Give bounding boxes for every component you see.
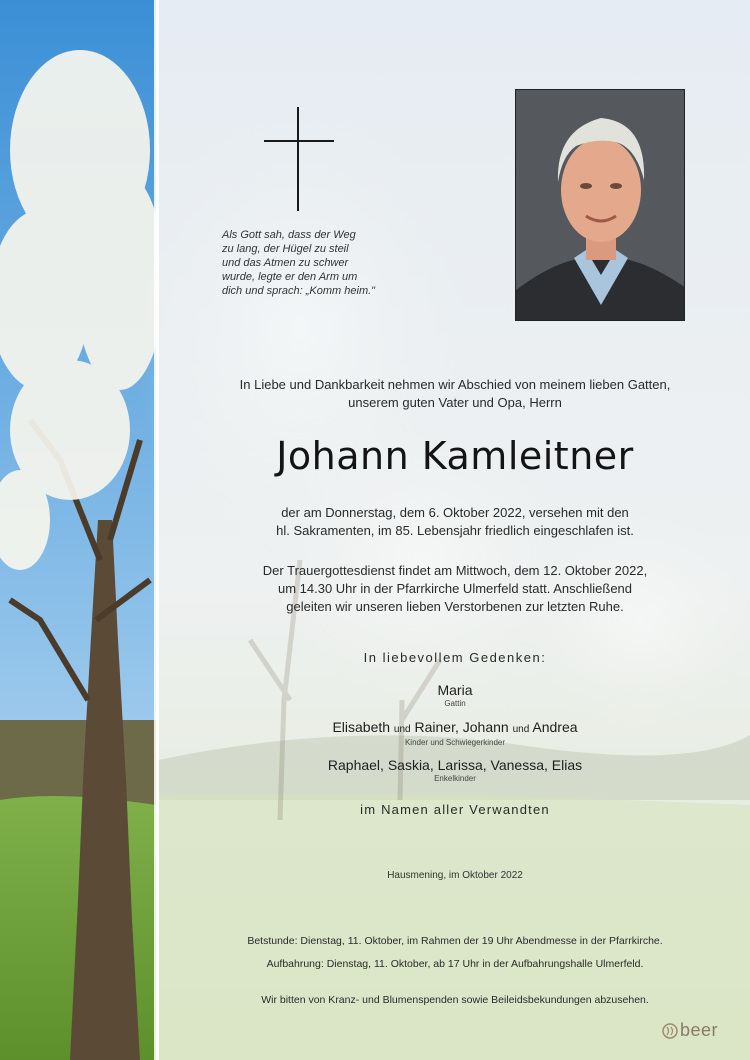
cross-icon (264, 107, 334, 211)
child-name: Elisabeth (332, 719, 391, 735)
prayer-hour-info: Betstunde: Dienstag, 11. Oktober, im Rahmen der 19 Uhr Abendmesse in der Pfarrkirche. (247, 935, 663, 947)
viewing-info: Aufbahrung: Dienstag, 11. Oktober, ab 17 Uhr in der Aufbahrungshalle Ulmerfeld. (266, 958, 644, 970)
donation-request: Wir bitten von Kranz- und Blumenspenden sowie Beileidsbekundungen abzusehen. (261, 994, 649, 1006)
family-grandchildren (160, 757, 750, 784)
intro-line: In Liebe und Dankbarkeit nehmen wir Abschied von meinem lieben Gatten, (239, 377, 671, 392)
beer-logo (662, 1020, 732, 1044)
poem-line: Als Gott sah, dass der Weg (222, 229, 356, 241)
portrait-photo (515, 89, 685, 321)
service-line: Der Trauergottesdienst findet am Mittwoch, dem 12. Oktober 2022, (262, 563, 648, 578)
death-notice-line: hl. Sakramenten, im 85. Lebensjahr friedlich eingeschlafen ist. (276, 523, 634, 538)
death-notice (160, 504, 750, 540)
conjunction: und (393, 724, 411, 735)
death-notice-line: der am Donnerstag, dem 6. Oktober 2022, versehen mit den (281, 505, 629, 520)
poem (222, 228, 422, 298)
intro-line: unserem guten Vater und Opa, Herrn (348, 395, 562, 410)
conjunction: und (512, 724, 530, 735)
service-line: geleiten wir unseren lieben Verstorbenen zur letzten Ruhe. (286, 599, 624, 614)
family-children (160, 719, 750, 748)
child-name: Rainer, (414, 719, 459, 735)
children-role: Kinder und Schwiegerkinder (404, 738, 506, 747)
spouse-name: Maria (437, 682, 473, 698)
funeral-service-info (160, 562, 750, 616)
child-name: Andrea (532, 719, 578, 735)
deceased-name: Johann Kamleitner (276, 434, 634, 478)
logo-text: beer (680, 1020, 719, 1040)
relatives-line: im Namen aller Verwandten (360, 802, 550, 817)
place-date: Hausmening, im Oktober 2022 (387, 870, 523, 881)
memory-heading: In liebevollem Gedenken: (363, 650, 547, 665)
children-names (160, 719, 750, 738)
family-spouse (160, 682, 750, 709)
grandchildren-names: Raphael, Saskia, Larissa, Vanessa, Elias (327, 757, 583, 773)
beer-logo-icon (662, 1023, 678, 1039)
child-name: Johann (462, 719, 509, 735)
poem-line: und das Atmen zu schwer (222, 257, 349, 269)
poem-line: dich und sprach: „Komm heim." (222, 285, 376, 297)
grandchildren-role: Enkelkinder (434, 774, 476, 783)
intro-text (160, 376, 750, 412)
spouse-role: Gattin (444, 699, 466, 708)
poem-line: zu lang, der Hügel zu steil (222, 243, 349, 255)
poem-line: wurde, legte er den Arm um (222, 271, 358, 283)
service-line: um 14.30 Uhr in der Pfarrkirche Ulmerfeld statt. Anschließend (277, 581, 633, 596)
